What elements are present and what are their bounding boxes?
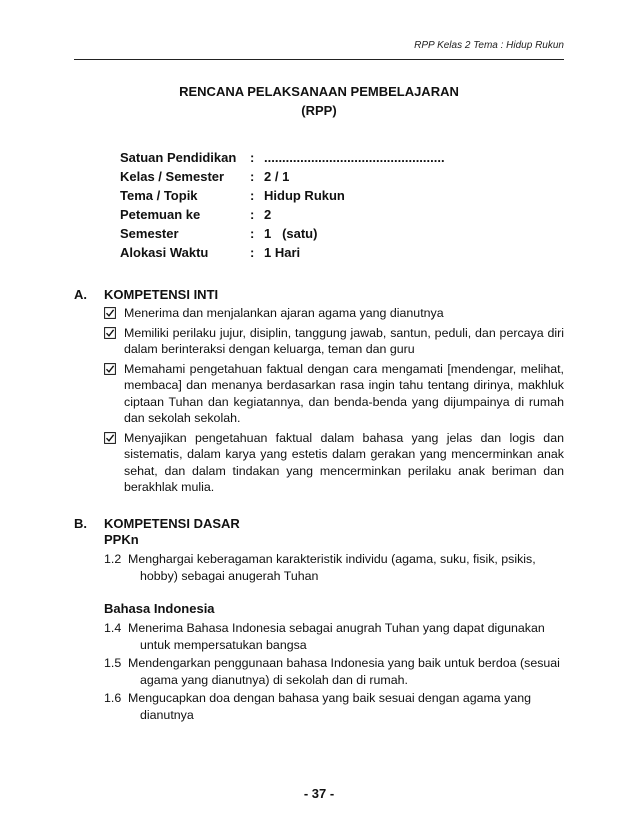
document-subtitle: (RPP) [301,103,337,118]
kd-number: 1.4 [104,621,122,635]
identity-value: 1 Hari [264,245,301,260]
identity-row [120,167,445,186]
section-b-letter: B. [74,516,87,531]
identity-colon: : [250,245,255,260]
list-item-text: Menyajikan pengetahuan faktual dalam bahasa yang jelas dan logis dan sistematis, dalam karya yang estetis dalam gerakan yang mencerminkan anak sehat, dan dalam tindakan yang mencerminkan perilaku anak beriman dan berakhlak mulia. [124,430,564,494]
kd-text-continuation: dianutnya [140,707,194,722]
identity-row [120,186,445,205]
identity-colon: : [250,207,255,222]
identity-colon: : [250,226,255,241]
list-item [104,690,564,723]
list-item [104,551,564,584]
list-item [104,305,564,322]
identity-colon: : [250,169,255,184]
identity-colon: : [250,150,255,165]
checkbox-checked-icon [104,361,120,377]
identity-row [120,205,445,224]
identity-label: Tema / Topik [120,188,198,203]
identity-value: Hidup Rukun [264,188,345,203]
identity-value: 1 (satu) [264,226,318,241]
kd-bahasa-block [104,600,564,723]
section-a-title: KOMPETENSI INTI [104,287,219,302]
kd-text [128,690,564,723]
identity-value: .................................................. [264,150,445,165]
identity-row [120,224,445,243]
list-item-text: Memiliki perilaku jujur, disiplin, tanggung jawab, santun, peduli, dan percaya diri dalam berinteraksi dengan keluarga, teman dan guru [124,325,564,356]
list-item [104,620,564,653]
checkbox-checked-icon [104,430,120,446]
subject-heading: Bahasa Indonesia [104,601,215,616]
identity-value: 2 [264,207,272,222]
list-item [104,430,564,496]
identity-value: 2 / 1 [264,169,290,184]
identity-label: Petemuan ke [120,207,201,222]
identity-label: Alokasi Waktu [120,245,209,260]
list-item [104,361,564,427]
section-a-letter: A. [74,287,87,302]
kd-number: 1.6 [104,691,122,705]
identity-row [120,148,445,167]
kd-text [128,551,564,584]
identity-label: Satuan Pendidikan [120,150,237,165]
kompetensi-inti-list [104,305,564,499]
page-number: - 37 - [303,786,335,801]
kd-text [128,620,564,653]
kd-text-continuation: agama yang dianutnya) di sekolah dan di rumah. [140,672,408,687]
subject-heading: PPKn [104,532,139,547]
checkbox-checked-icon [104,305,120,321]
kd-number: 1.5 [104,656,122,670]
identity-table [120,148,445,262]
list-item-text: Menerima dan menjalankan ajaran agama yang dianutnya [124,306,444,320]
identity-row [120,243,445,262]
kd-text-line: Menerima Bahasa Indonesia sebagai anugrah Tuhan yang dapat digunakan [128,621,545,635]
identity-label: Semester [120,226,179,241]
kd-number: 1.2 [104,552,122,566]
kd-text-line: Mengucapkan doa dengan bahasa yang baik sesuai dengan agama yang [128,691,532,705]
checkbox-checked-icon [104,325,120,341]
identity-label: Kelas / Semester [120,169,225,184]
running-header: RPP Kelas 2 Tema : Hidup Rukun [414,40,564,51]
kd-text-continuation: untuk mempersatukan bangsa [140,637,307,652]
identity-colon: : [250,188,255,203]
kd-text [128,655,564,688]
list-item [104,325,564,358]
document-title: RENCANA PELAKSANAAN PEMBELAJARAN [179,84,459,99]
section-b-title: KOMPETENSI DASAR [104,516,240,531]
header-rule [74,59,564,60]
kd-ppkn-block [104,531,564,584]
list-item-text: Memahami pengetahuan faktual dengan cara mengamati [mendengar, melihat, membaca] dan menanya berdasarkan rasa ingin tahu tentang dirinya, makhluk ciptaan Tuhan dan kegiatannya, dan benda-benda yang dijumpainya di rumah dan sekolah sekolah. [124,361,564,425]
list-item [104,655,564,688]
kd-text-continuation: hobby) sebagai anugerah Tuhan [140,568,319,583]
kd-text-line: Menghargai keberagaman karakteristik individu (agama, suku, fisik, psikis, [128,552,536,566]
kd-text-line: Mendengarkan penggunaan bahasa Indonesia yang baik untuk berdoa (sesuai [128,656,560,670]
